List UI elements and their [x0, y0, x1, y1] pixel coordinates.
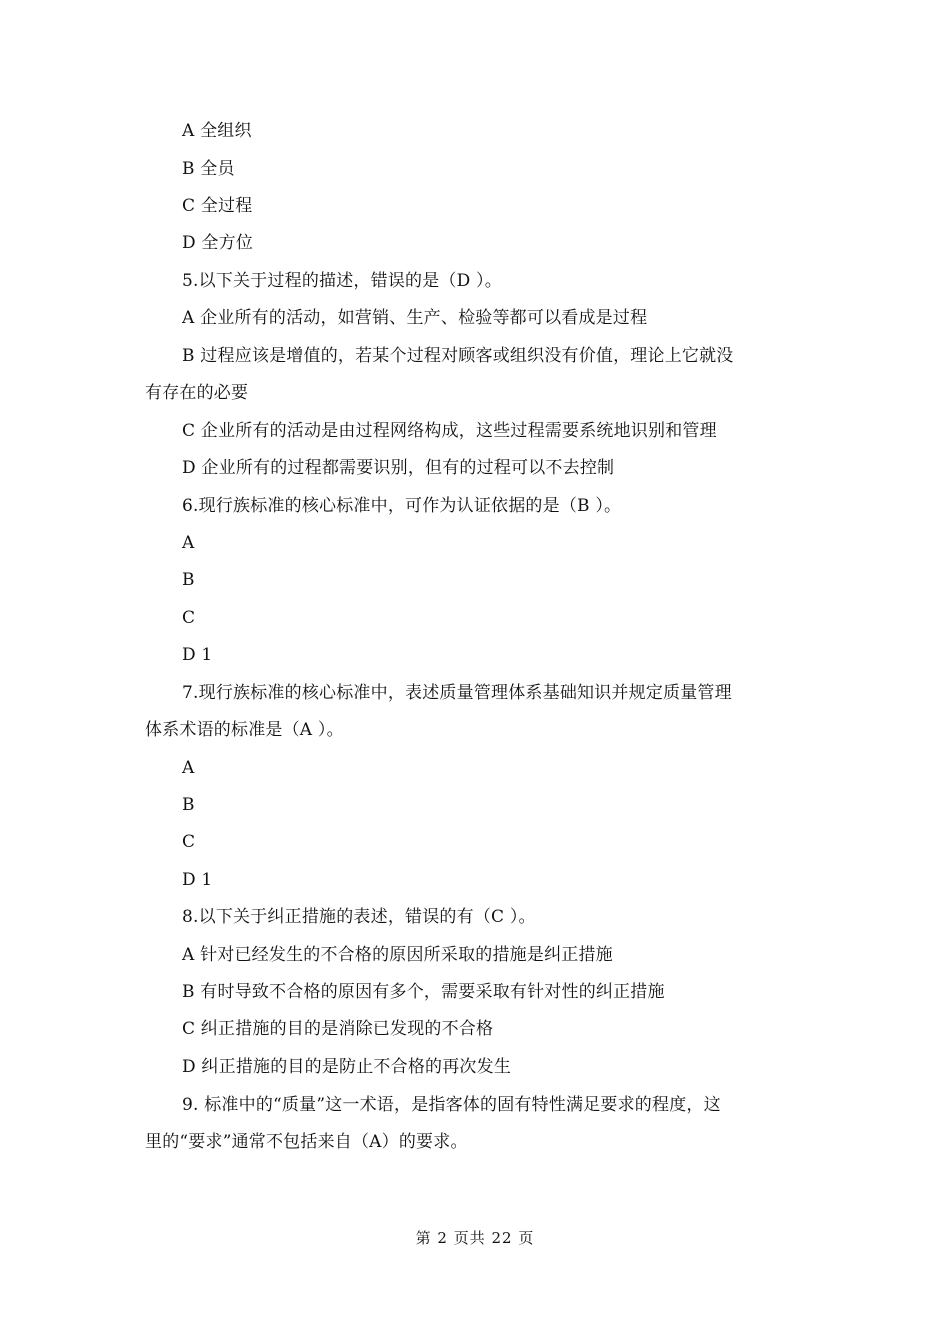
question-7-continued: 体系术语的标准是（A ）。	[145, 720, 344, 740]
option-a-q6: A	[182, 533, 195, 553]
option-b-q5: B 过程应该是增值的，若某个过程对顾客或组织没有价值，理论上它就没	[182, 346, 734, 366]
question-6: 6.现行族标准的核心标准中，可作为认证依据的是（B ）。	[182, 496, 622, 516]
option-d-q7: D 1	[182, 870, 213, 890]
option-a-q7: A	[182, 758, 195, 778]
option-b-q4: B 全员	[182, 159, 235, 179]
question-8: 8.以下关于纠正措施的表述，错误的有（C ）。	[182, 907, 536, 927]
option-d-q5: D 企业所有的过程都需要识别，但有的过程可以不去控制	[182, 458, 615, 478]
option-a-q5: A 企业所有的活动，如营销、生产、检验等都可以看成是过程	[182, 308, 648, 328]
question-9: 9. 标准中的“质量”这一术语，是指客体的固有特性满足要求的程度，这	[182, 1095, 721, 1115]
option-b-q8: B 有时导致不合格的原因有多个，需要采取有针对性的纠正措施	[182, 982, 665, 1002]
question-5: 5.以下关于过程的描述，错误的是（D ）。	[182, 271, 502, 291]
option-d-q8: D 纠正措施的目的是防止不合格的再次发生	[182, 1057, 512, 1077]
option-a-q8: A 针对已经发生的不合格的原因所采取的措施是纠正措施	[182, 945, 613, 965]
option-c-q6: C	[182, 608, 196, 628]
option-b-q7: B	[182, 795, 195, 815]
option-c-q4: C 全过程	[182, 196, 253, 216]
option-c-q5: C 企业所有的活动是由过程网络构成，这些过程需要系统地识别和管理	[182, 421, 717, 441]
option-d-q4: D 全方位	[182, 233, 254, 253]
option-a-q4: A 全组织	[182, 121, 252, 141]
option-c-q7: C	[182, 832, 196, 852]
option-c-q8: C 纠正措施的目的是消除已发现的不合格	[182, 1019, 494, 1039]
option-b-q5-continued: 有存在的必要	[145, 383, 249, 403]
option-d-q6: D 1	[182, 645, 213, 665]
option-b-q6: B	[182, 570, 195, 590]
page-footer: 第 2 页共 22 页	[415, 1229, 535, 1247]
question-9-continued: 里的“要求”通常不包括来自（A）的要求。	[145, 1132, 468, 1152]
question-7: 7.现行族标准的核心标准中，表述质量管理体系基础知识并规定质量管理	[182, 683, 732, 703]
